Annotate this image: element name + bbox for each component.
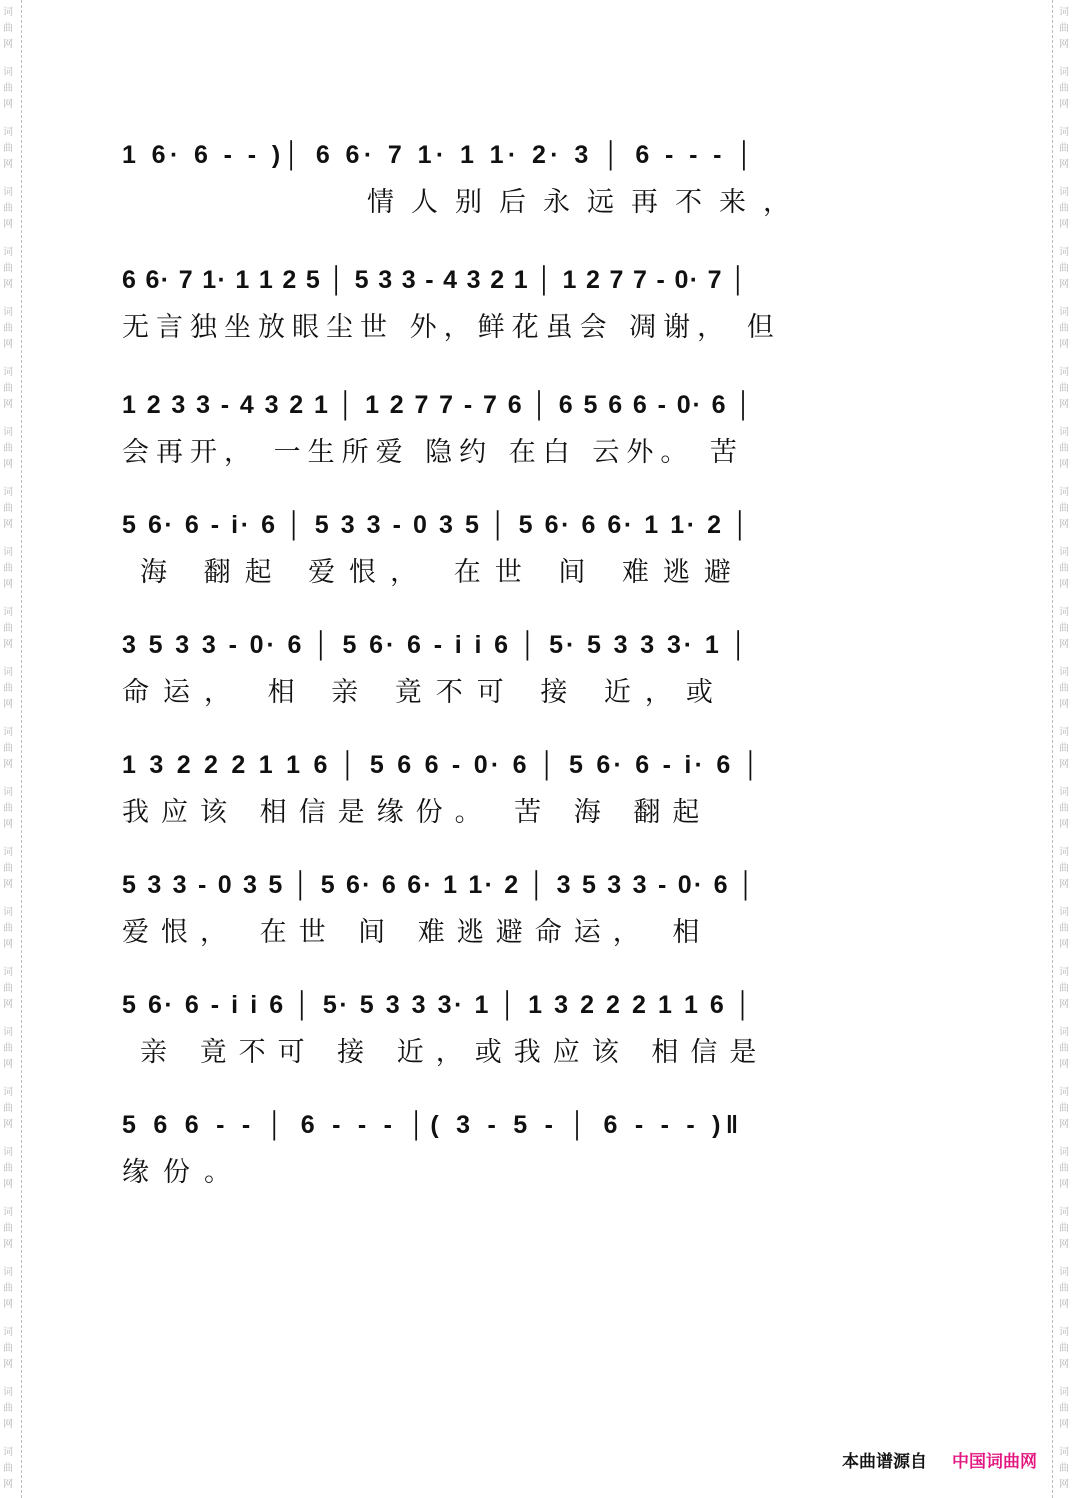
notation-line: 1 6· 6 - - )│ 6 6· 7 1· 1 1· 2· 3 │ 6 - - - │ bbox=[122, 141, 758, 169]
watermark-text: 词 曲 网 bbox=[3, 1447, 13, 1490]
watermark-text: 词 曲 网 bbox=[3, 1147, 13, 1190]
watermark-text: 词 曲 网 bbox=[1059, 127, 1069, 170]
notation-line: 1 3 2 2 2 1 1 6 │ 5 6 6 - 0· 6 │ 5 6· 6 - i· 6 │ bbox=[122, 751, 763, 779]
watermark-text: 词 曲 网 bbox=[1059, 547, 1069, 590]
watermark-text: 词 曲 网 bbox=[3, 607, 13, 650]
right-margin-dashed-line bbox=[1052, 0, 1053, 1498]
watermark-text: 词 曲 网 bbox=[3, 907, 13, 950]
watermark-text: 词 曲 网 bbox=[1059, 1027, 1069, 1070]
watermark-text: 词 曲 网 bbox=[3, 1387, 13, 1430]
watermark-text: 词 曲 网 bbox=[3, 67, 13, 110]
watermark-text: 词 曲 网 bbox=[1059, 187, 1069, 230]
watermark-text: 词 曲 网 bbox=[1059, 727, 1069, 770]
watermark-text: 词 曲 网 bbox=[1059, 907, 1069, 950]
watermark-text: 词 曲 网 bbox=[3, 187, 13, 230]
watermark-text: 词 曲 网 bbox=[1059, 307, 1069, 350]
watermark-text: 词 曲 网 bbox=[3, 1327, 13, 1370]
watermark-text: 词 曲 网 bbox=[1059, 1087, 1069, 1130]
watermark-text: 词 曲 网 bbox=[3, 1207, 13, 1250]
watermark-text: 词 曲 网 bbox=[1059, 1207, 1069, 1250]
watermark-text: 词 曲 网 bbox=[3, 1087, 13, 1130]
score-system-6 bbox=[122, 745, 952, 845]
notation-line: 6 6· 7 1· 1 1 2 5 │ 5 3 3 - 4 3 2 1 │ 1 2 7 7 - 0· 7 │ bbox=[122, 266, 749, 294]
watermark-text: 词 曲 网 bbox=[1059, 1147, 1069, 1190]
lyrics-line: 海 翻起 爱恨， 在世 间 难逃避 bbox=[140, 557, 745, 588]
watermark-text: 词 曲 网 bbox=[3, 967, 13, 1010]
left-watermark-column bbox=[0, 0, 18, 1498]
lyrics-line: 会再开， 一生所爱 隐约 在白 云外。 苦 bbox=[122, 437, 744, 468]
watermark-text: 词 曲 网 bbox=[3, 427, 13, 470]
source-label: 本曲谱源自 bbox=[842, 1452, 927, 1472]
notation-line: 5 6· 6 - i i 6 │ 5· 5 3 3 3· 1 │ 1 3 2 2 2 1 1 6 │ bbox=[122, 991, 755, 1019]
watermark-text: 词 曲 网 bbox=[1059, 847, 1069, 890]
watermark-text: 词 曲 网 bbox=[1059, 787, 1069, 830]
notation-line: 5 3 3 - 0 3 5 │ 5 6· 6 6· 1 1· 2 │ 3 5 3 3 - 0· 6 │ bbox=[122, 871, 757, 899]
lyrics-line: 命运， 相 亲 竟不可 接 近，或 bbox=[122, 677, 727, 708]
lyrics-line: 缘份。 bbox=[122, 1157, 245, 1188]
score-system-7 bbox=[122, 865, 952, 965]
score-system-3 bbox=[122, 385, 952, 485]
watermark-text: 词 曲 网 bbox=[3, 247, 13, 290]
watermark-text: 词 曲 网 bbox=[1059, 1267, 1069, 1310]
watermark-text: 词 曲 网 bbox=[3, 727, 13, 770]
watermark-text: 词 曲 网 bbox=[3, 1267, 13, 1310]
notation-line: 3 5 3 3 - 0· 6 │ 5 6· 6 - i i 6 │ 5· 5 3 3 3· 1 │ bbox=[122, 631, 750, 659]
notation-line: 1 2 3 3 - 4 3 2 1 │ 1 2 7 7 - 7 6 │ 6 5 6 6 - 0· 6 │ bbox=[122, 391, 754, 419]
watermark-text: 词 曲 网 bbox=[3, 7, 13, 50]
watermark-text: 词 曲 网 bbox=[1059, 1327, 1069, 1370]
watermark-text: 词 曲 网 bbox=[1059, 667, 1069, 710]
watermark-text: 词 曲 网 bbox=[3, 307, 13, 350]
watermark-text: 词 曲 网 bbox=[1059, 607, 1069, 650]
score-system-9 bbox=[122, 1105, 952, 1205]
watermark-text: 词 曲 网 bbox=[3, 667, 13, 710]
right-watermark-column bbox=[1056, 0, 1074, 1498]
watermark-text: 词 曲 网 bbox=[3, 367, 13, 410]
watermark-text: 词 曲 网 bbox=[1059, 1447, 1069, 1490]
score-system-4 bbox=[122, 505, 952, 605]
notation-line: 5 6 6 - - │ 6 - - - │( 3 - 5 - │ 6 - - - )‖ bbox=[122, 1111, 744, 1139]
score-system-1 bbox=[122, 135, 952, 235]
watermark-text: 词 曲 网 bbox=[1059, 7, 1069, 50]
watermark-text: 词 曲 网 bbox=[1059, 967, 1069, 1010]
score-system-2 bbox=[122, 260, 952, 360]
watermark-text: 词 曲 网 bbox=[3, 1027, 13, 1070]
watermark-text: 词 曲 网 bbox=[3, 547, 13, 590]
watermark-text: 词 曲 网 bbox=[1059, 487, 1069, 530]
site-name-link[interactable]: 中国词曲网 bbox=[952, 1452, 1037, 1472]
watermark-text: 词 曲 网 bbox=[1059, 247, 1069, 290]
watermark-text: 词 曲 网 bbox=[3, 787, 13, 830]
lyrics-line: 爱恨， 在世 间 难逃避命运， 相 bbox=[122, 917, 712, 948]
watermark-text: 词 曲 网 bbox=[3, 847, 13, 890]
notation-line: 5 6· 6 - i· 6 │ 5 3 3 - 0 3 5 │ 5 6· 6 6· 1 1· 2 │ bbox=[122, 511, 752, 539]
left-margin-dashed-line bbox=[21, 0, 22, 1498]
watermark-text: 词 曲 网 bbox=[1059, 367, 1069, 410]
watermark-text: 词 曲 网 bbox=[1059, 1387, 1069, 1430]
lyrics-line: 亲 竟不可 接 近，或我应该 相信是 bbox=[140, 1037, 769, 1068]
lyrics-line: 我应该 相信是缘份。 苦 海 翻起 bbox=[122, 797, 712, 828]
lyrics-line: 无言独坐放眼尘世 外，鲜花虽会 凋谢， 但 bbox=[122, 312, 781, 343]
score-system-8 bbox=[122, 985, 952, 1085]
watermark-text: 词 曲 网 bbox=[3, 487, 13, 530]
lyrics-line: 情人别后永远再不来， bbox=[367, 187, 807, 218]
score-system-5 bbox=[122, 625, 952, 725]
watermark-text: 词 曲 网 bbox=[1059, 67, 1069, 110]
watermark-text: 词 曲 网 bbox=[3, 127, 13, 170]
watermark-text: 词 曲 网 bbox=[1059, 427, 1069, 470]
